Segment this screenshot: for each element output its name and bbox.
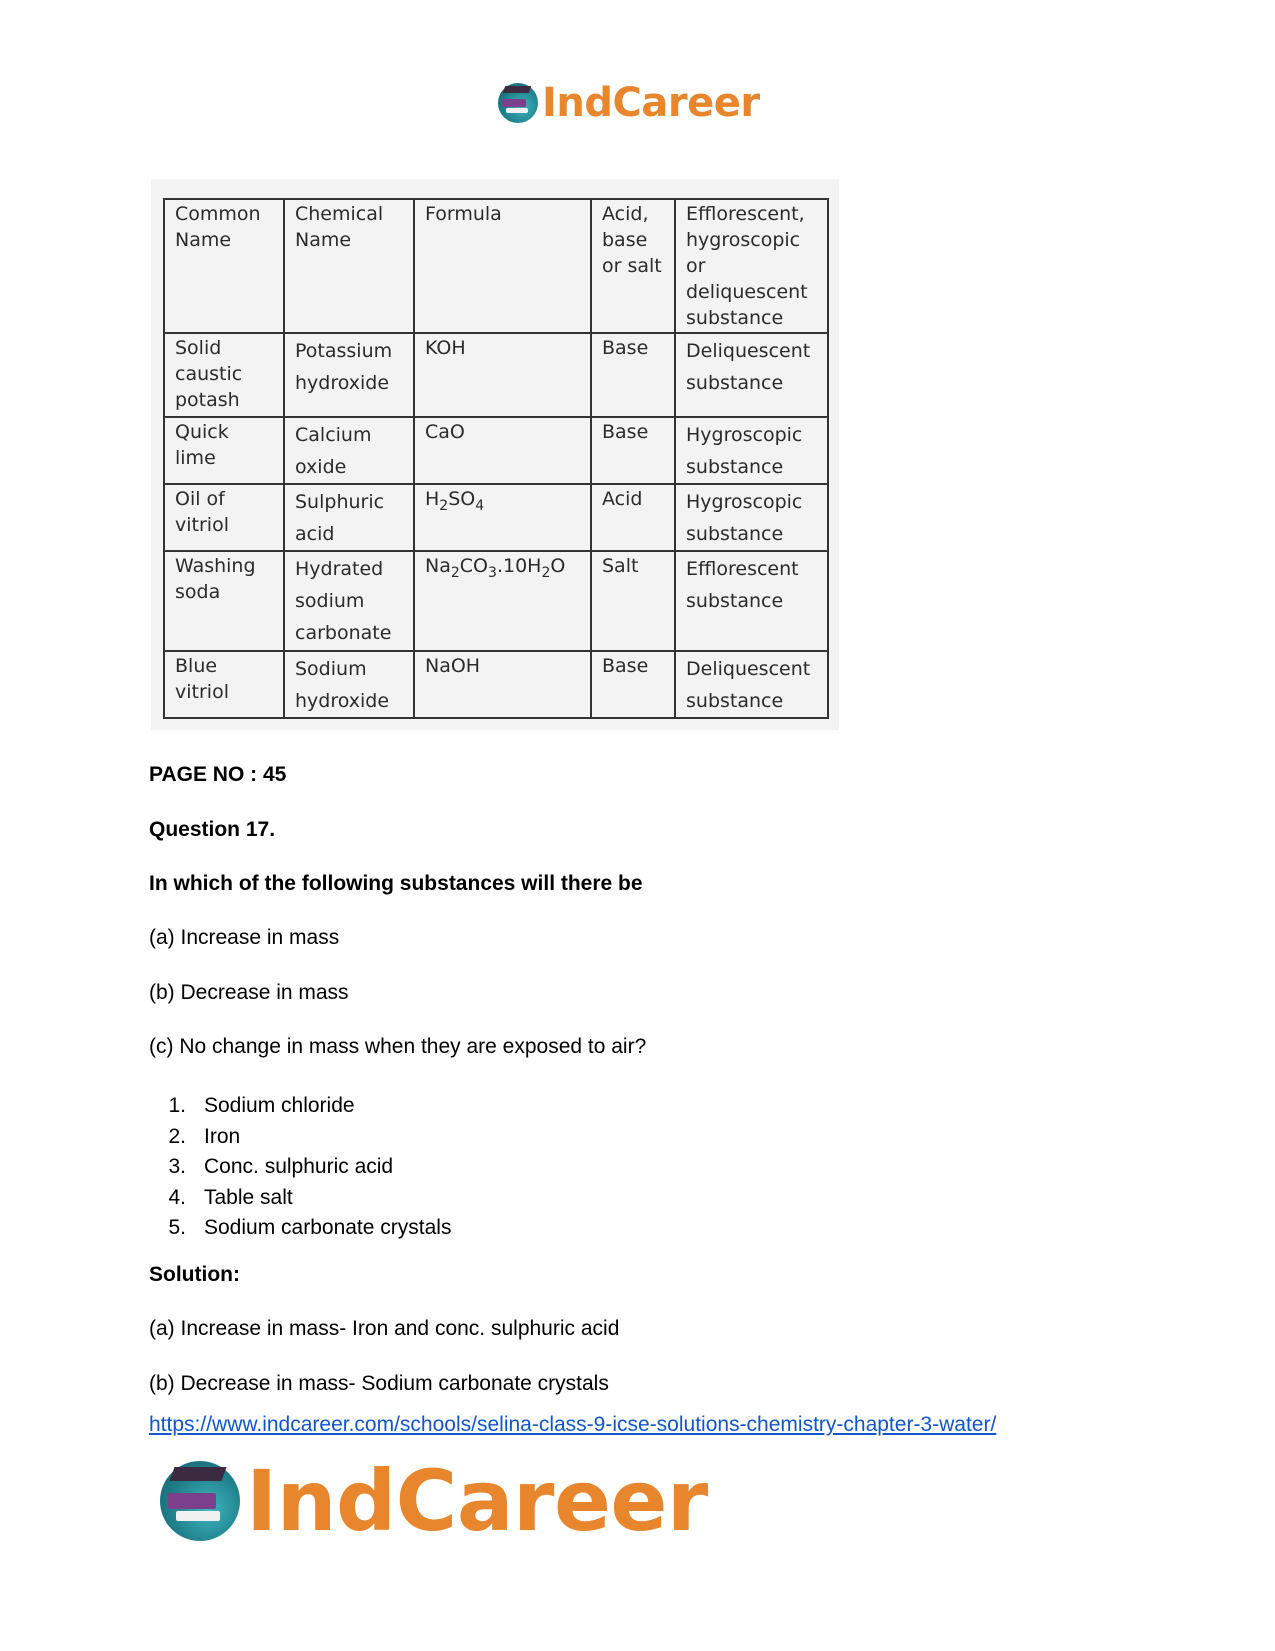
formula-subscript: 2 (541, 565, 551, 581)
cell-chemical-name: Potassium hydroxide (284, 333, 414, 417)
cell-property: Hygroscopic substance (675, 417, 828, 484)
solution-title: Solution: (149, 1263, 240, 1286)
cell-formula (414, 484, 591, 551)
cell-type: Base (591, 651, 675, 718)
cell-chemical-name: Sodium hydroxide (284, 651, 414, 718)
cell-chemical-name: Sulphuric acid (284, 484, 414, 551)
list-item (149, 1183, 451, 1214)
cell-formula (414, 551, 591, 651)
cell-common-name: Washing soda (164, 551, 284, 651)
solution-line-a: (a) Increase in mass- Iron and conc. sulphuric acid (149, 1317, 620, 1340)
logo-text: IndCareer (246, 1452, 708, 1550)
source-link[interactable]: https://www.indcareer.com/schools/selina-class-9-icse-solutions-chemistry-chapter-3-water/ (149, 1413, 997, 1436)
cell-property: Efflorescent substance (675, 551, 828, 651)
header-logo (498, 78, 760, 128)
formula-text: NaOH (425, 655, 481, 677)
table-row (164, 651, 828, 718)
question-prompt: In which of the following substances will there be (149, 872, 643, 895)
list-number: 4. (168, 1185, 186, 1209)
list-number: 2. (168, 1124, 186, 1148)
table-row (164, 484, 828, 551)
list-item (149, 1213, 451, 1244)
cell-type: Base (591, 417, 675, 484)
list-text: Table salt (204, 1185, 293, 1209)
header-cell-property: Efflorescent, hygroscopic or deliquescent substance (675, 199, 828, 333)
footer-logo (160, 1452, 708, 1550)
cell-formula (414, 651, 591, 718)
cell-formula (414, 417, 591, 484)
header-cell-type: Acid, base or salt (591, 199, 675, 333)
list-text: Sodium carbonate crystals (204, 1216, 452, 1239)
cell-formula (414, 333, 591, 417)
list-number: 1. (168, 1094, 186, 1117)
globe-graduation-cap-books-icon (498, 83, 538, 123)
formula-part: H (425, 488, 440, 510)
header-cell-formula: Formula (414, 199, 591, 333)
formula-part: Na (425, 555, 451, 577)
cell-chemical-name: Calcium oxide (284, 417, 414, 484)
list-item (149, 1122, 451, 1153)
list-text: Conc. sulphuric acid (204, 1155, 394, 1178)
formula-subscript: 4 (475, 498, 485, 514)
formula-subscript: 2 (450, 565, 460, 581)
list-number: 5. (168, 1216, 186, 1239)
formula-part: .10H (496, 555, 542, 577)
table-row (164, 333, 828, 417)
cell-property: Deliquescent substance (675, 651, 828, 718)
cell-common-name: Solid caustic potash (164, 333, 284, 417)
header-cell-chemical-name: Chemical Name (284, 199, 414, 333)
question-part-a: (a) Increase in mass (149, 926, 340, 949)
formula-part: O (550, 555, 566, 577)
cell-type: Salt (591, 551, 675, 651)
question-title: Question 17. (149, 818, 276, 841)
question-part-b: (b) Decrease in mass (149, 981, 349, 1004)
cell-common-name: Oil of vitriol (164, 484, 284, 551)
cell-type: Base (591, 333, 675, 417)
cell-common-name: Blue vitriol (164, 651, 284, 718)
cell-property: Deliquescent substance (675, 333, 828, 417)
globe-graduation-cap-books-icon (160, 1461, 240, 1541)
list-item (149, 1152, 451, 1183)
header-cell-common-name: Common Name (164, 199, 284, 333)
list-item (149, 1091, 451, 1122)
formula-part: SO (448, 488, 476, 510)
list-text: Iron (204, 1124, 241, 1148)
formula-text: KOH (425, 337, 466, 359)
formula-part: CO (459, 555, 489, 577)
cell-chemical-name: Hydrated sodium carbonate (284, 551, 414, 651)
page-number: PAGE NO : 45 (149, 763, 287, 786)
formula-text: CaO (425, 421, 465, 443)
chemical-table (163, 198, 829, 719)
logo-text: IndCareer (542, 80, 760, 126)
substance-list (149, 1091, 451, 1244)
question-part-c: (c) No change in mass when they are exposed to air? (149, 1035, 647, 1058)
list-text: Sodium chloride (204, 1094, 355, 1117)
table-row (164, 417, 828, 484)
cell-property: Hygroscopic substance (675, 484, 828, 551)
formula-subscript: 3 (488, 565, 497, 581)
table-image (151, 179, 839, 730)
cell-type: Acid (591, 484, 675, 551)
solution-line-b: (b) Decrease in mass- Sodium carbonate crystals (149, 1372, 609, 1395)
table-header-row (164, 199, 828, 333)
cell-common-name: Quick lime (164, 417, 284, 484)
list-number: 3. (168, 1155, 186, 1178)
formula-subscript: 2 (439, 498, 449, 514)
table-row (164, 551, 828, 651)
